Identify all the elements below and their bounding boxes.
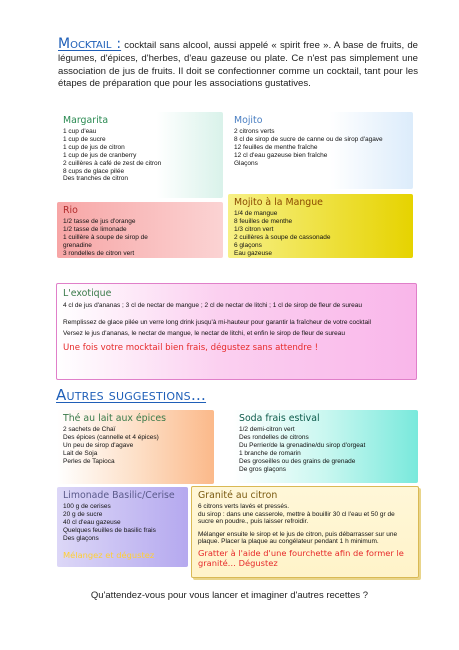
recipe-card-soda-frais bbox=[233, 410, 418, 483]
ingredient-line: 1 branche de romarin bbox=[239, 449, 301, 457]
recipe-title: Mojito bbox=[234, 115, 263, 126]
ingredient-line: 8 cl de sirop de sucre de canne ou de sirop d'agave bbox=[234, 135, 383, 143]
instruction-text: du sirop : dans une casserole, mettre à bouillir 30 cl l'eau et 50 gr de sucre en poudre., puis laisser refroidir. bbox=[198, 510, 395, 526]
ingredient-line: 12 feuilles de menthe fraîche bbox=[234, 143, 318, 151]
ingredient-line: 12 cl d'eau gazeuse bien fraîche bbox=[234, 151, 328, 159]
recipe-card-granite bbox=[191, 486, 419, 578]
intro-text: cocktail sans alcool, aussi appelé « spirit free ». A base de fruits, de légumes, d'épices, d'herbes, d'eau gazeuse ou plate. Ce n'est pas simplement une association de jus de fruits. Il doit se confectionner comme un cocktail, tant pour les étapes de préparation que pour les associations gustatives. bbox=[58, 40, 419, 90]
recipe-title: Margarita bbox=[63, 115, 109, 126]
recipe-title: L'exotique bbox=[63, 288, 112, 299]
ingredient-line: 1/2 tasse de limonade bbox=[63, 225, 127, 233]
ingredient-line: 2 cuillères à café de zest de citron bbox=[63, 159, 162, 167]
ingredient-line: Du Perrier/de la grenadine/du sirop d'orgeat bbox=[239, 441, 366, 449]
ingredient-line: Des glaçons bbox=[63, 534, 99, 542]
ingredient-line: De gros glaçons bbox=[239, 465, 286, 473]
ingredient-line: 1/2 demi-citron vert bbox=[239, 426, 295, 433]
ingredient-line: grenadine bbox=[63, 241, 92, 249]
ingredient-line: 2 sachets de Chaï bbox=[63, 426, 116, 433]
ingredients-text: 4 cl de jus d'ananas ; 3 cl de nectar de mangue ; 2 cl de nectar de litchi ; 1 cl de sirop de fleur de sureau bbox=[63, 302, 362, 309]
ingredient-line: 3 rondelles de citron vert bbox=[63, 249, 135, 257]
ingredient-line: Lait de Soja bbox=[63, 449, 98, 457]
recipe-title: Rio bbox=[63, 205, 78, 216]
limonade-slogan: Mélangez et dégustez bbox=[63, 549, 155, 560]
ingredient-line: 1 cup de sucre bbox=[63, 135, 106, 143]
ingredient-line: Un peu de sirop d'agave bbox=[63, 441, 134, 449]
ingredient-line: Des tranches de citron bbox=[63, 175, 129, 183]
granite-slogan: Gratter à l'aide d'une fourchette afin de former le granité… Dégustez bbox=[198, 547, 404, 569]
instruction-text: Versez le jus d'ananas, le nectar de mangue, le nectar de litchi, et enfin le sirop de fleur de sureau bbox=[63, 330, 345, 337]
ingredient-line: 20 g de sucre bbox=[63, 510, 103, 518]
ingredient-line: 1 cuillère à soupe de sirop de bbox=[63, 233, 148, 241]
closing-question: Qu'attendez-vous pour vous lancer et imaginer d'autres recettes ? bbox=[90, 590, 369, 601]
ingredient-line: Eau gazeuse bbox=[234, 249, 272, 257]
mocktail-heading: Mocktail : bbox=[58, 36, 122, 52]
ingredient-line: 1/4 de mangue bbox=[234, 210, 278, 217]
ingredient-line: Des rondelles de citrons bbox=[239, 433, 309, 441]
instruction-text: Mélanger ensuite le sirop et le jus de citron, puis débarrasser sur une plaque. Placer la plaque au congélateur pendant 1 h minimum. bbox=[198, 530, 398, 546]
recipe-card-rio bbox=[57, 202, 223, 258]
ingredient-line: Glaçons bbox=[234, 159, 258, 167]
ingredient-line: 1/2 tasse de jus d'orange bbox=[63, 218, 136, 225]
ingredient-line: 8 feuilles de menthe bbox=[234, 217, 293, 225]
ingredient-line: 1/3 citron vert bbox=[234, 225, 274, 233]
instruction-text: Remplissez de glace pilée un verre long drink jusqu'à mi-hauteur pour garantir la fraîcheur de votre cocktail bbox=[63, 319, 371, 326]
ingredient-line: Des épices (cannelle et 4 épices) bbox=[63, 433, 159, 441]
ingredient-line: Quelques feuilles de basilic frais bbox=[63, 526, 156, 534]
recipe-card-the-au-lait bbox=[57, 410, 214, 484]
recipe-card-limonade bbox=[57, 487, 188, 567]
recipe-card-exotique bbox=[56, 283, 417, 380]
suggestions-heading: Autres suggestions… bbox=[56, 386, 207, 404]
recipe-card-margarita bbox=[57, 112, 223, 198]
ingredient-line: 2 cuillères à soupe de cassonade bbox=[234, 233, 331, 241]
ingredient-line: Perles de Tapioca bbox=[63, 457, 115, 465]
recipe-title: Thé au lait aux épices bbox=[63, 413, 167, 424]
recipe-card-mojito-mangue bbox=[228, 194, 413, 258]
recipe-title: Mojito à la Mangue bbox=[234, 197, 323, 208]
ingredient-line: 1 cup de jus de citron bbox=[63, 143, 125, 151]
ingredient-line: 2 citrons verts bbox=[234, 128, 275, 135]
ingredient-line: 1 cup de jus de cranberry bbox=[63, 151, 137, 159]
recipe-title: Soda frais estival bbox=[239, 413, 320, 424]
recipe-title: Limonade Basilic/Cerise bbox=[63, 490, 175, 501]
ingredient-line: 1 cup d'eau bbox=[63, 128, 97, 135]
ingredient-line: 100 g de cerises bbox=[63, 503, 111, 510]
ingredient-line: 6 glaçons bbox=[234, 241, 262, 249]
recipe-title: Granité au citron bbox=[198, 490, 278, 501]
ingredient-line: 8 cups de glace pilée bbox=[63, 167, 125, 175]
ingredients-text: 6 citrons verts lavés et pressés. bbox=[198, 503, 290, 510]
ingredient-line: Des groseilles ou des grains de grenade bbox=[239, 457, 356, 465]
intro-paragraph bbox=[58, 38, 418, 91]
exotique-slogan: Une fois votre mocktail bien frais, dégustez sans attendre ! bbox=[63, 343, 319, 353]
ingredient-line: 40 cl d'eau gazeuse bbox=[63, 518, 121, 526]
recipe-card-mojito bbox=[228, 112, 413, 189]
